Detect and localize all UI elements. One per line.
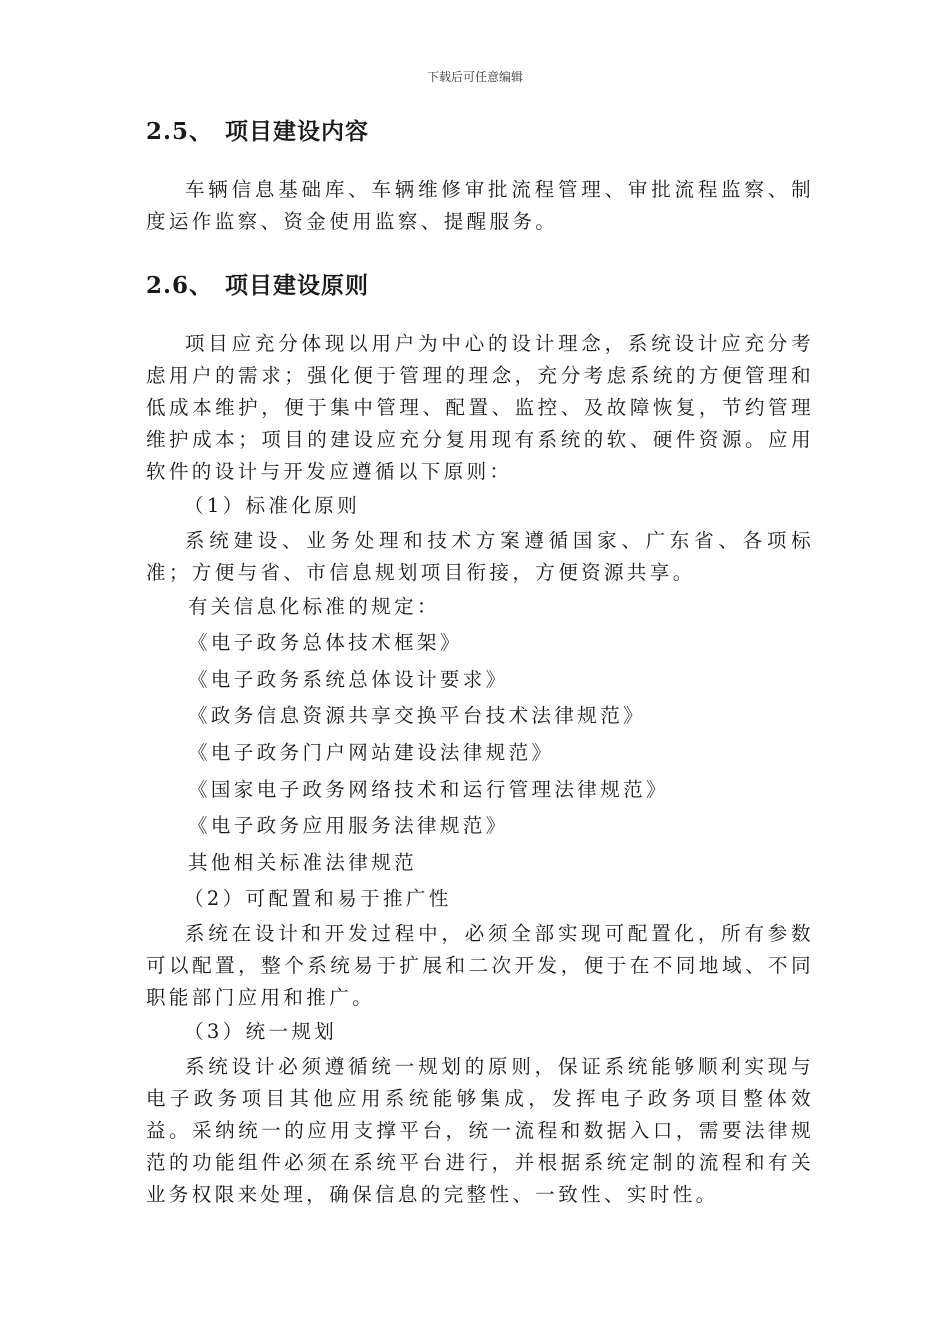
standard-item: 《电子政务门户网站建设法律规范》 (188, 740, 555, 764)
standard-item: 《政务信息资源共享交换平台技术法律规范》 (188, 704, 647, 728)
section-number: 2.5、 (146, 118, 214, 145)
standards-intro: 有关信息化标准的规定： (188, 594, 440, 618)
section-2-6-intro: 项目应充分体现以用户为中心的设计理念，系统设计应充分考虑用户的需求；强化便于管理的理念，充分考虑系统的方便管理和低成本维护，便于集中管理、配置、监控、及故障恢复，节约管理维护成本；项目的建设应充分复用现有系统的软、硬件资源。应用软件的设计与开发应遵循以下原则： (146, 332, 814, 483)
principle-3-title: （3）统一规划 (184, 1019, 338, 1043)
document-body (146, 112, 814, 1211)
standard-item: 《电子政务总体技术框架》 (188, 631, 463, 655)
section-heading-2-5 (146, 112, 814, 152)
principle-1-title: （1）标准化原则 (184, 494, 361, 517)
principle-2-title: （2）可配置和易于推广性 (184, 887, 452, 911)
standard-item: 《国家电子政务网络技术和运行管理法律规范》 (188, 777, 669, 801)
standard-item: 《电子政务应用服务法律规范》 (188, 814, 509, 838)
standard-item: 其他相关标准法律规范 (188, 850, 418, 874)
section-title: 项目建设原则 (225, 272, 370, 299)
standard-item: 《电子政务系统总体设计要求》 (188, 667, 509, 691)
principle-1-text: 系统建设、业务处理和技术方案遵循国家、广东省、各项标准；方便与省、市信息规划项目衔接，方便资源共享。 (146, 528, 814, 584)
page-header-note: 下载后可任意编辑 (426, 70, 523, 84)
section-title: 项目建设内容 (225, 118, 370, 145)
principle-3-text: 系统设计必须遵循统一规划的原则，保证系统能够顺利实现与电子政务项目其他应用系统能够集成，发挥电子政务项目整体效益。采纳统一的应用支撑平台，统一流程和数据入口，需要法律规范的功能组件必须在系统平台进行，并根据系统定制的流程和有关业务权限来处理，确保信息的完整性、一致性、实时性。 (146, 1054, 814, 1206)
section-number: 2.6、 (146, 272, 214, 299)
principle-2-text: 系统在设计和开发过程中，必须全部实现可配置化，所有参数可以配置，整个系统易于扩展和二次开发，便于在不同地域、不同职能部门应用和推广。 (146, 921, 814, 1009)
section-heading-2-6 (146, 266, 814, 306)
section-2-5-paragraph: 车辆信息基础库、车辆维修审批流程管理、审批流程监察、制度运作监察、资金使用监察、提醒服务。 (146, 178, 814, 233)
